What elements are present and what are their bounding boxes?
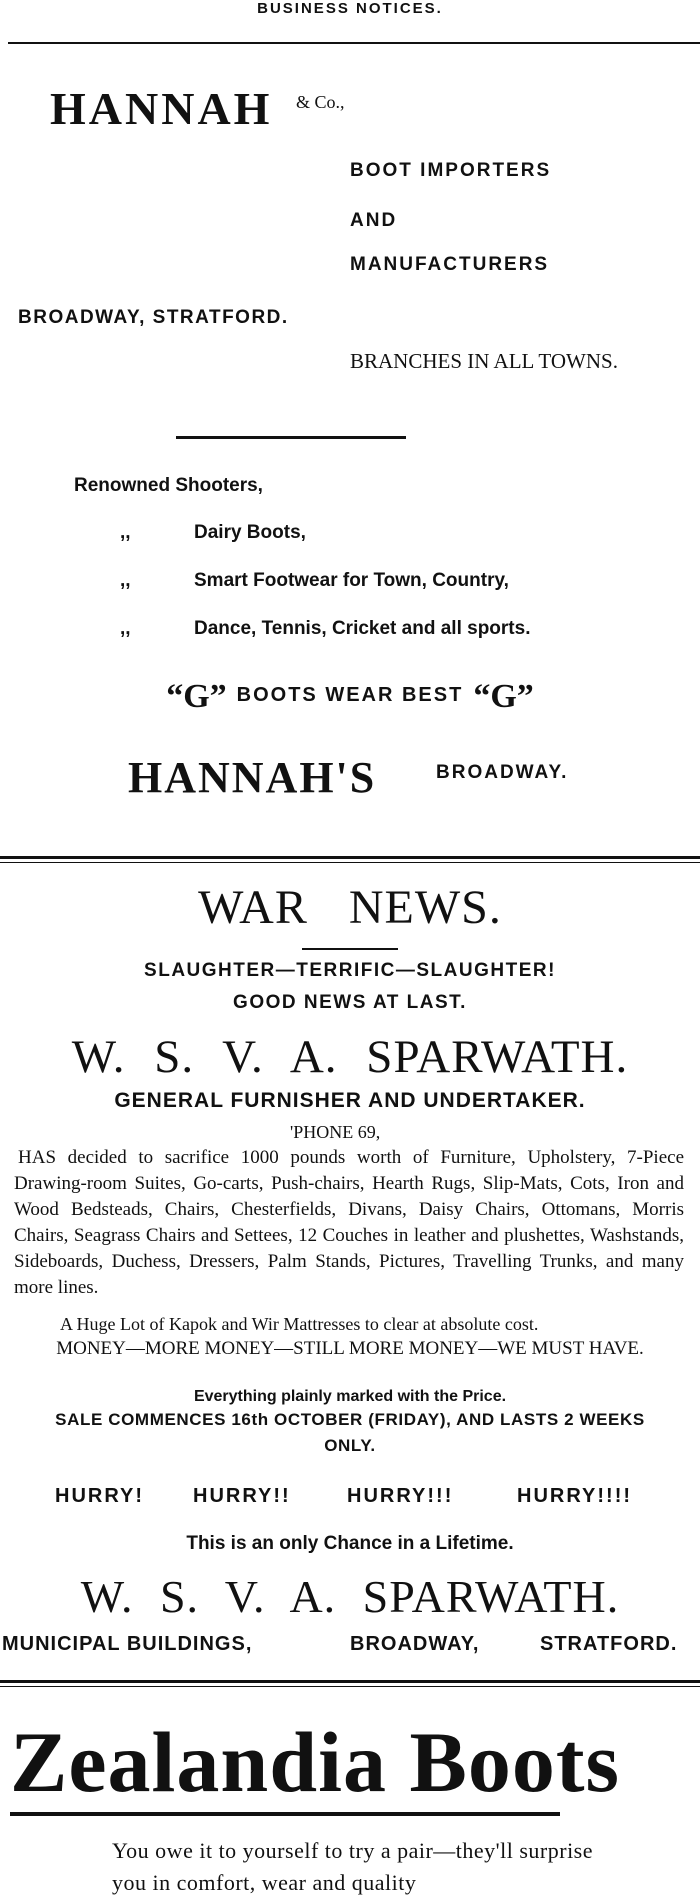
war-news-sub-1: SLAUGHTER—TERRIFIC—SLAUGHTER! (144, 960, 556, 981)
stock-list-paragraph: HAS decided to sacrifice 1000 pounds worth of Furniture, Upholstery, 7-Piece Drawing-room Suites, Go-carts, Push-chairs, Hearth Rugs, Slip-Mats, Cots, Iron and Wood Bedsteads, Chairs, Chesterfields, Divans, Daisy Chairs, Ottomans, Morris Chairs, Seagrass Chairs and Settees, 12 Couches in leather and plushettes, Washstands, Sideboards, Duchess, Dressers, Palm Stands, Pictures, Travelling Trunks, and many more lines. (14, 1147, 684, 1298)
price-note: Everything plainly marked with the Price. (193, 1388, 507, 1405)
ad-separator-rule (0, 856, 700, 859)
hannah-slogan (0, 678, 700, 716)
section-header: BUSINESS NOTICES. (257, 0, 443, 17)
ad-separator-rule (0, 862, 700, 863)
list-item-text: Dance, Tennis, Cricket and all sports. (194, 618, 531, 639)
hannah-name-suffix: & Co., (296, 92, 345, 112)
zealandia-brand: Zealandia Boots (10, 1714, 620, 1810)
ad-separator-rule (0, 1686, 700, 1687)
hurry-1: HURRY! (55, 1485, 145, 1507)
merchant-trade: GENERAL FURNISHER AND UNDERTAKER. (114, 1089, 586, 1112)
headline-underline (302, 948, 398, 950)
sale-dates-line-2: ONLY. (324, 1436, 376, 1455)
zealandia-copy-2: you in comfort, wear and quality (112, 1870, 417, 1895)
hurry-2: HURRY!! (193, 1485, 291, 1507)
hurry-4: HURRY!!!! (517, 1485, 633, 1507)
list-item-text: Dairy Boots, (194, 522, 306, 543)
slogan-g-left: “G” (166, 678, 227, 715)
ad-separator-rule (0, 1680, 700, 1683)
list-item-text: Renowned Shooters, (74, 475, 263, 496)
hannah-name: HANNAH (50, 83, 273, 134)
war-news-headline: WAR NEWS. (198, 881, 502, 934)
hannah-divider (176, 436, 406, 439)
hannah-tagline-1: BOOT IMPORTERS (350, 160, 552, 181)
ditto-mark: ,, (120, 570, 131, 591)
mattress-notice: A Huge Lot of Kapok and Wir Mattresses to clear at absolute cost. (60, 1314, 539, 1334)
hannah-footer-name: HANNAH'S (128, 753, 377, 802)
hannah-address: BROADWAY, STRATFORD. (18, 307, 289, 328)
slogan-g-right: “G” (473, 678, 534, 715)
merchant-name-repeat: W. S. V. A. SPARWATH. (80, 1571, 620, 1622)
war-news-sub-2: GOOD NEWS AT LAST. (233, 992, 467, 1013)
list-item (74, 475, 263, 497)
hannah-branches: BRANCHES IN ALL TOWNS. (350, 349, 618, 373)
hannah-footer-place: BROADWAY. (436, 762, 569, 783)
list-item-text: Smart Footwear for Town, Country, (194, 570, 509, 591)
address-part-1: MUNICIPAL BUILDINGS, (2, 1633, 253, 1655)
address-part-3: STRATFORD. (540, 1633, 678, 1655)
ditto-mark: ,, (120, 522, 131, 543)
slogan-text: BOOTS WEAR BEST (236, 684, 464, 706)
money-line: MONEY—MORE MONEY—STILL MORE MONEY—WE MUST HAVE. (56, 1338, 644, 1359)
hannah-tagline-3: MANUFACTURERS (350, 254, 550, 275)
hurry-3: HURRY!!! (347, 1485, 454, 1507)
brand-underline (10, 1812, 560, 1816)
hannah-tagline-2: AND (350, 210, 398, 231)
merchant-phone: 'PHONE 69, (290, 1122, 381, 1142)
header-rule (8, 42, 700, 44)
ditto-mark: ,, (120, 618, 131, 639)
merchant-name: W. S. V. A. SPARWATH. (71, 1031, 629, 1083)
sale-dates-line-1: SALE COMMENCES 16th OCTOBER (FRIDAY), AND LASTS 2 WEEKS (55, 1410, 645, 1429)
lifetime-chance: This is an only Chance in a Lifetime. (186, 1533, 514, 1554)
address-part-2: BROADWAY, (350, 1633, 480, 1655)
zealandia-copy-1: You owe it to yourself to try a pair—they'll surprise (112, 1838, 594, 1863)
